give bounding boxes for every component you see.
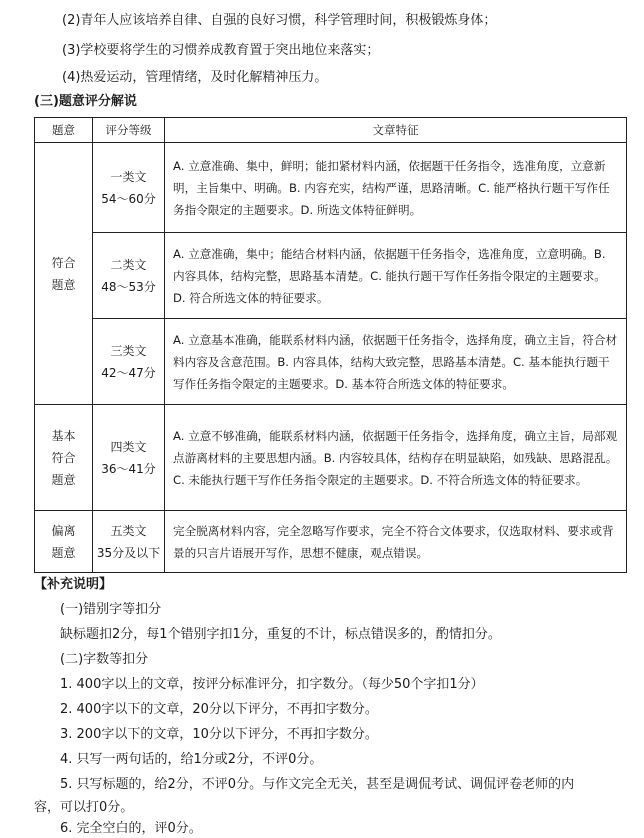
supplement-item-continued: 容，可以打0分。 xyxy=(34,800,134,815)
rubric-table xyxy=(34,117,627,573)
grade-cell xyxy=(93,319,165,405)
category-cell xyxy=(35,405,93,511)
grade-name: 三类文 xyxy=(110,343,147,358)
supplement-item: 5. 只写标题的，给2分，不评0分。与作文完全无关，甚至是调侃考试、调侃评卷老师的内 xyxy=(60,777,575,792)
supplement-item: 1. 400字以上的文章，按评分标准评分，扣字数分。（每少50个字扣1分） xyxy=(60,677,484,692)
grade-name: 四类文 xyxy=(110,439,147,454)
header-category: 题意 xyxy=(35,118,93,143)
description-cell: A. 立意准确、集中，鲜明；能扣紧材料内涵，依据题干任务指令，选准角度，立意新明，主旨集中、明确。B. 内容充实，结构严谨，思路清晰。C. 能严格执行题干写作任务指令限定的主题要求。D. 所选文体特征鲜明。 xyxy=(165,143,627,233)
grade-name: 一类文 xyxy=(110,169,147,184)
supplement-title: 【补充说明】 xyxy=(34,577,113,592)
supplement-sub2: (二)字数等扣分 xyxy=(60,652,149,667)
category-label: 符合题意 xyxy=(51,255,76,292)
table-row xyxy=(35,143,627,233)
top-line-3: (3)学校要将学生的习惯养成教育置于突出地位来落实； xyxy=(62,43,380,58)
supplement-item: 4. 只写一两句话的，给1分或2分，不评0分。 xyxy=(60,752,323,767)
category-label: 偏离题意 xyxy=(51,523,76,560)
top-line-4: (4)热爱运动，管理情绪，及时化解精神压力。 xyxy=(62,70,328,85)
category-cell xyxy=(35,511,93,573)
grade-cell xyxy=(93,511,165,573)
description-cell: 完全脱离材料内容，完全忽略写作要求，完全不符合文体要求，仅选取材料、要求或背景的只言片语展开写作，思想不健康，观点错误。 xyxy=(165,511,627,573)
category-cell xyxy=(35,143,93,405)
grade-cell xyxy=(93,405,165,511)
grade-cell xyxy=(93,233,165,319)
grade-name: 二类文 xyxy=(110,257,147,272)
section-title: (三)题意评分解说 xyxy=(34,94,137,109)
supplement-item: 6. 完全空白的，评0分。 xyxy=(60,821,202,836)
description-cell: A. 立意准确，集中；能结合材料内涵，依据题干任务指令，选准角度，立意明确。B. 内容具体，结构完整，思路基本清楚。C. 能执行题干写作任务指令限定的主题要求。D. 符合所选文体的特征要求。 xyxy=(165,233,627,319)
grade-cell xyxy=(93,143,165,233)
description-cell: A. 立意不够准确，能联系材料内涵，依据题干任务指令，选择角度，确立主旨，局部观点游离材料的主要思想内涵。B. 内容较具体，结构存在明显缺陷，如残缺、思路混乱。C. 未能执行题干写作任务指令限定的主题要求。D. 不符合所选文体的特征要求。 xyxy=(165,405,627,511)
table-row xyxy=(35,511,627,573)
grade-range: 36～41分 xyxy=(101,461,156,476)
grade-range: 54～60分 xyxy=(101,191,156,206)
table-row xyxy=(35,233,627,319)
header-grade: 评分等级 xyxy=(93,118,165,143)
grade-range: 42～47分 xyxy=(101,365,156,380)
top-line-2: (2)青年人应该培养自律、自强的良好习惯，科学管理时间，积极锻炼身体； xyxy=(62,13,497,28)
category-label: 基本符合题意 xyxy=(51,428,76,487)
grade-name: 五类文 xyxy=(110,523,147,538)
supplement-item: 3. 200字以下的文章，10分以下评分，不再扣字数分。 xyxy=(60,727,378,742)
supplement-sub1: (一)错别字等扣分 xyxy=(60,602,162,617)
table-row xyxy=(35,319,627,405)
description-cell: A. 立意基本准确，能联系材料内涵，依据题干任务指令，选择角度，确立主旨，符合材料内容及含意范围。B. 内容具体，结构大致完整，思路基本清楚。C. 基本能执行题干写作任务指令限定的主题要求。D. 基本符合所选文体的特征要求。 xyxy=(165,319,627,405)
grade-range: 48～53分 xyxy=(101,279,156,294)
header-features: 文章特征 xyxy=(165,118,627,143)
supplement-item: 2. 400字以下的文章，20分以下评分，不再扣字数分。 xyxy=(60,702,378,717)
table-row xyxy=(35,405,627,511)
table-header-row xyxy=(35,118,627,143)
supplement-sub1-text: 缺标题扣2分，每1个错别字扣1分，重复的不计，标点错误多的，酌情扣分。 xyxy=(60,627,501,642)
grade-range: 35分及以下 xyxy=(96,545,161,560)
